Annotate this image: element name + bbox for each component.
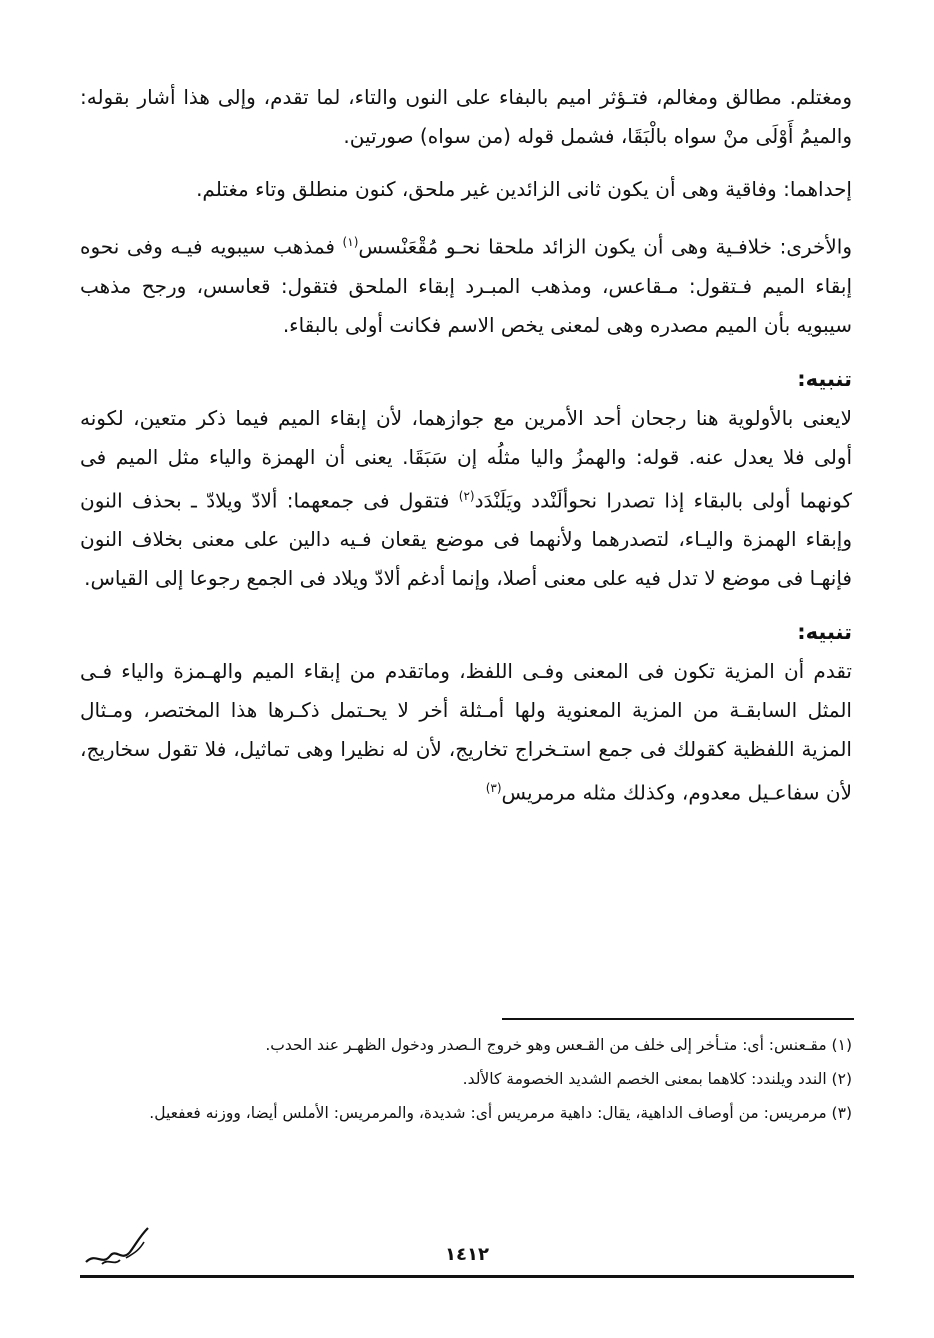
bottom-rule [80, 1275, 854, 1278]
paragraph-4-text: لايعنى بالأولوية هنا رجحان أحد الأمرين مع جوازهما، لأن إبقاء الميم فيما ذكر متعين، لكونه أولى فلا يعدل عنه. قوله: والهمزُ واليا مثلُه إن سَبَقَا. يعنى أن الهمزة والياء مثل الميم فى كونهما أولى بالبقاء إذا تصدرا نحوألَنْدد ويَلَنْدَد [80, 405, 852, 513]
footnote-2: (٢) الندد ويلندد: كلاهما بمعنى الخصم الشديد الخصومة كالألد. [462, 1070, 852, 1088]
paragraph-2: إحداهما: وفاقية وهى أن يكون ثانى الزائدين غير ملحق، كنون منطلق وتاء مغتلم. [196, 177, 852, 201]
footnote-divider [502, 1018, 854, 1020]
footnote-ref-2: (٢) [458, 488, 475, 503]
footnote-1: (١) مقـعنس: أى: متـأخر إلى خلف من القـعس وهو خروج الـصدر ودخول الظهـر عند الحدب. [265, 1036, 852, 1054]
paragraph-4 [80, 399, 852, 599]
paragraph-3-text: والأخرى: خلافـية وهى أن يكون الزائد ملحقا نحـو مُقْعَنْسس [358, 234, 852, 259]
footnote-3: (٣) مرمريس: من أوصاف الداهية، يقال: داهية مرمريس أى: شديدة، والمرمريس: الأملس أيضا، ووزنه فعفعيل. [149, 1104, 852, 1122]
page-number: ١٤١٢ [445, 1244, 489, 1265]
paragraph-4-text-cont: فتقول فى جمعهما: ألادّ ويلادّ ـ بحذف النون وإبقاء الهمزة واليـاء، لتصدرهما ولأنهما فى موضع يقعان فـيه دالين على معنى بخلاف النون فإنهـا فى موضع لا تدل فيه على معنى أصلا، وإنما أدغم ألادّ ويلاد فى الجمع رجوعا إلى القياس. [80, 488, 852, 591]
section-heading-1: تنبيه: [797, 366, 852, 391]
footnotes [80, 1030, 852, 1132]
footnote-ref-3: (٣) [485, 781, 502, 796]
footnote-ref-1: (١) [342, 235, 359, 249]
paragraph-5-text: تقدم أن المزية تكون فى المعنى وفـى اللفظ، وماتقدم من إبقاء الميم والهـمزة والياء فـى المثل السابقـة من المزية المعنوية ولها أمـثلة أخر لا يحـتمل ذكـرها هذا المختصر، ومـثال المزية اللفظية كقولك فى جمع استـخراج تخاريج، لأن له نظيرا وهى تماثيل، فلا تقول سخاريج، لأن سفاعـيل معدوم، وكذلك مثله مرمريس [80, 659, 852, 805]
signature-mark [82, 1222, 154, 1272]
paragraph-3-text-cont: فمذهب سيبويه فيـه وفى نحوه إبقاء الميم فـتقول: مـقاعس، ومذهب المبـرد إبقاء الملحق فتقول: قعاسس، ورجح مذهب سيبويه بأن الميم مصدره وهى لمعنى يخص الاسم فكانت أولى بالبقاء. [80, 234, 852, 337]
paragraph-1: ومغتلم. مطالق ومغالم، فتـؤثر اميم بالبفاء على النوں والتاء، لما تقدم، وإلى هذا أشار بقوله: والميمُ أَوْلَى منْ سواه بالْبَقَا، فشمل قوله (من سواه) صورتين. [80, 85, 852, 148]
section-heading-2: تنبيه: [797, 620, 852, 645]
main-text [80, 78, 852, 813]
paragraph-5 [80, 652, 852, 813]
paragraph-3 [80, 223, 852, 345]
